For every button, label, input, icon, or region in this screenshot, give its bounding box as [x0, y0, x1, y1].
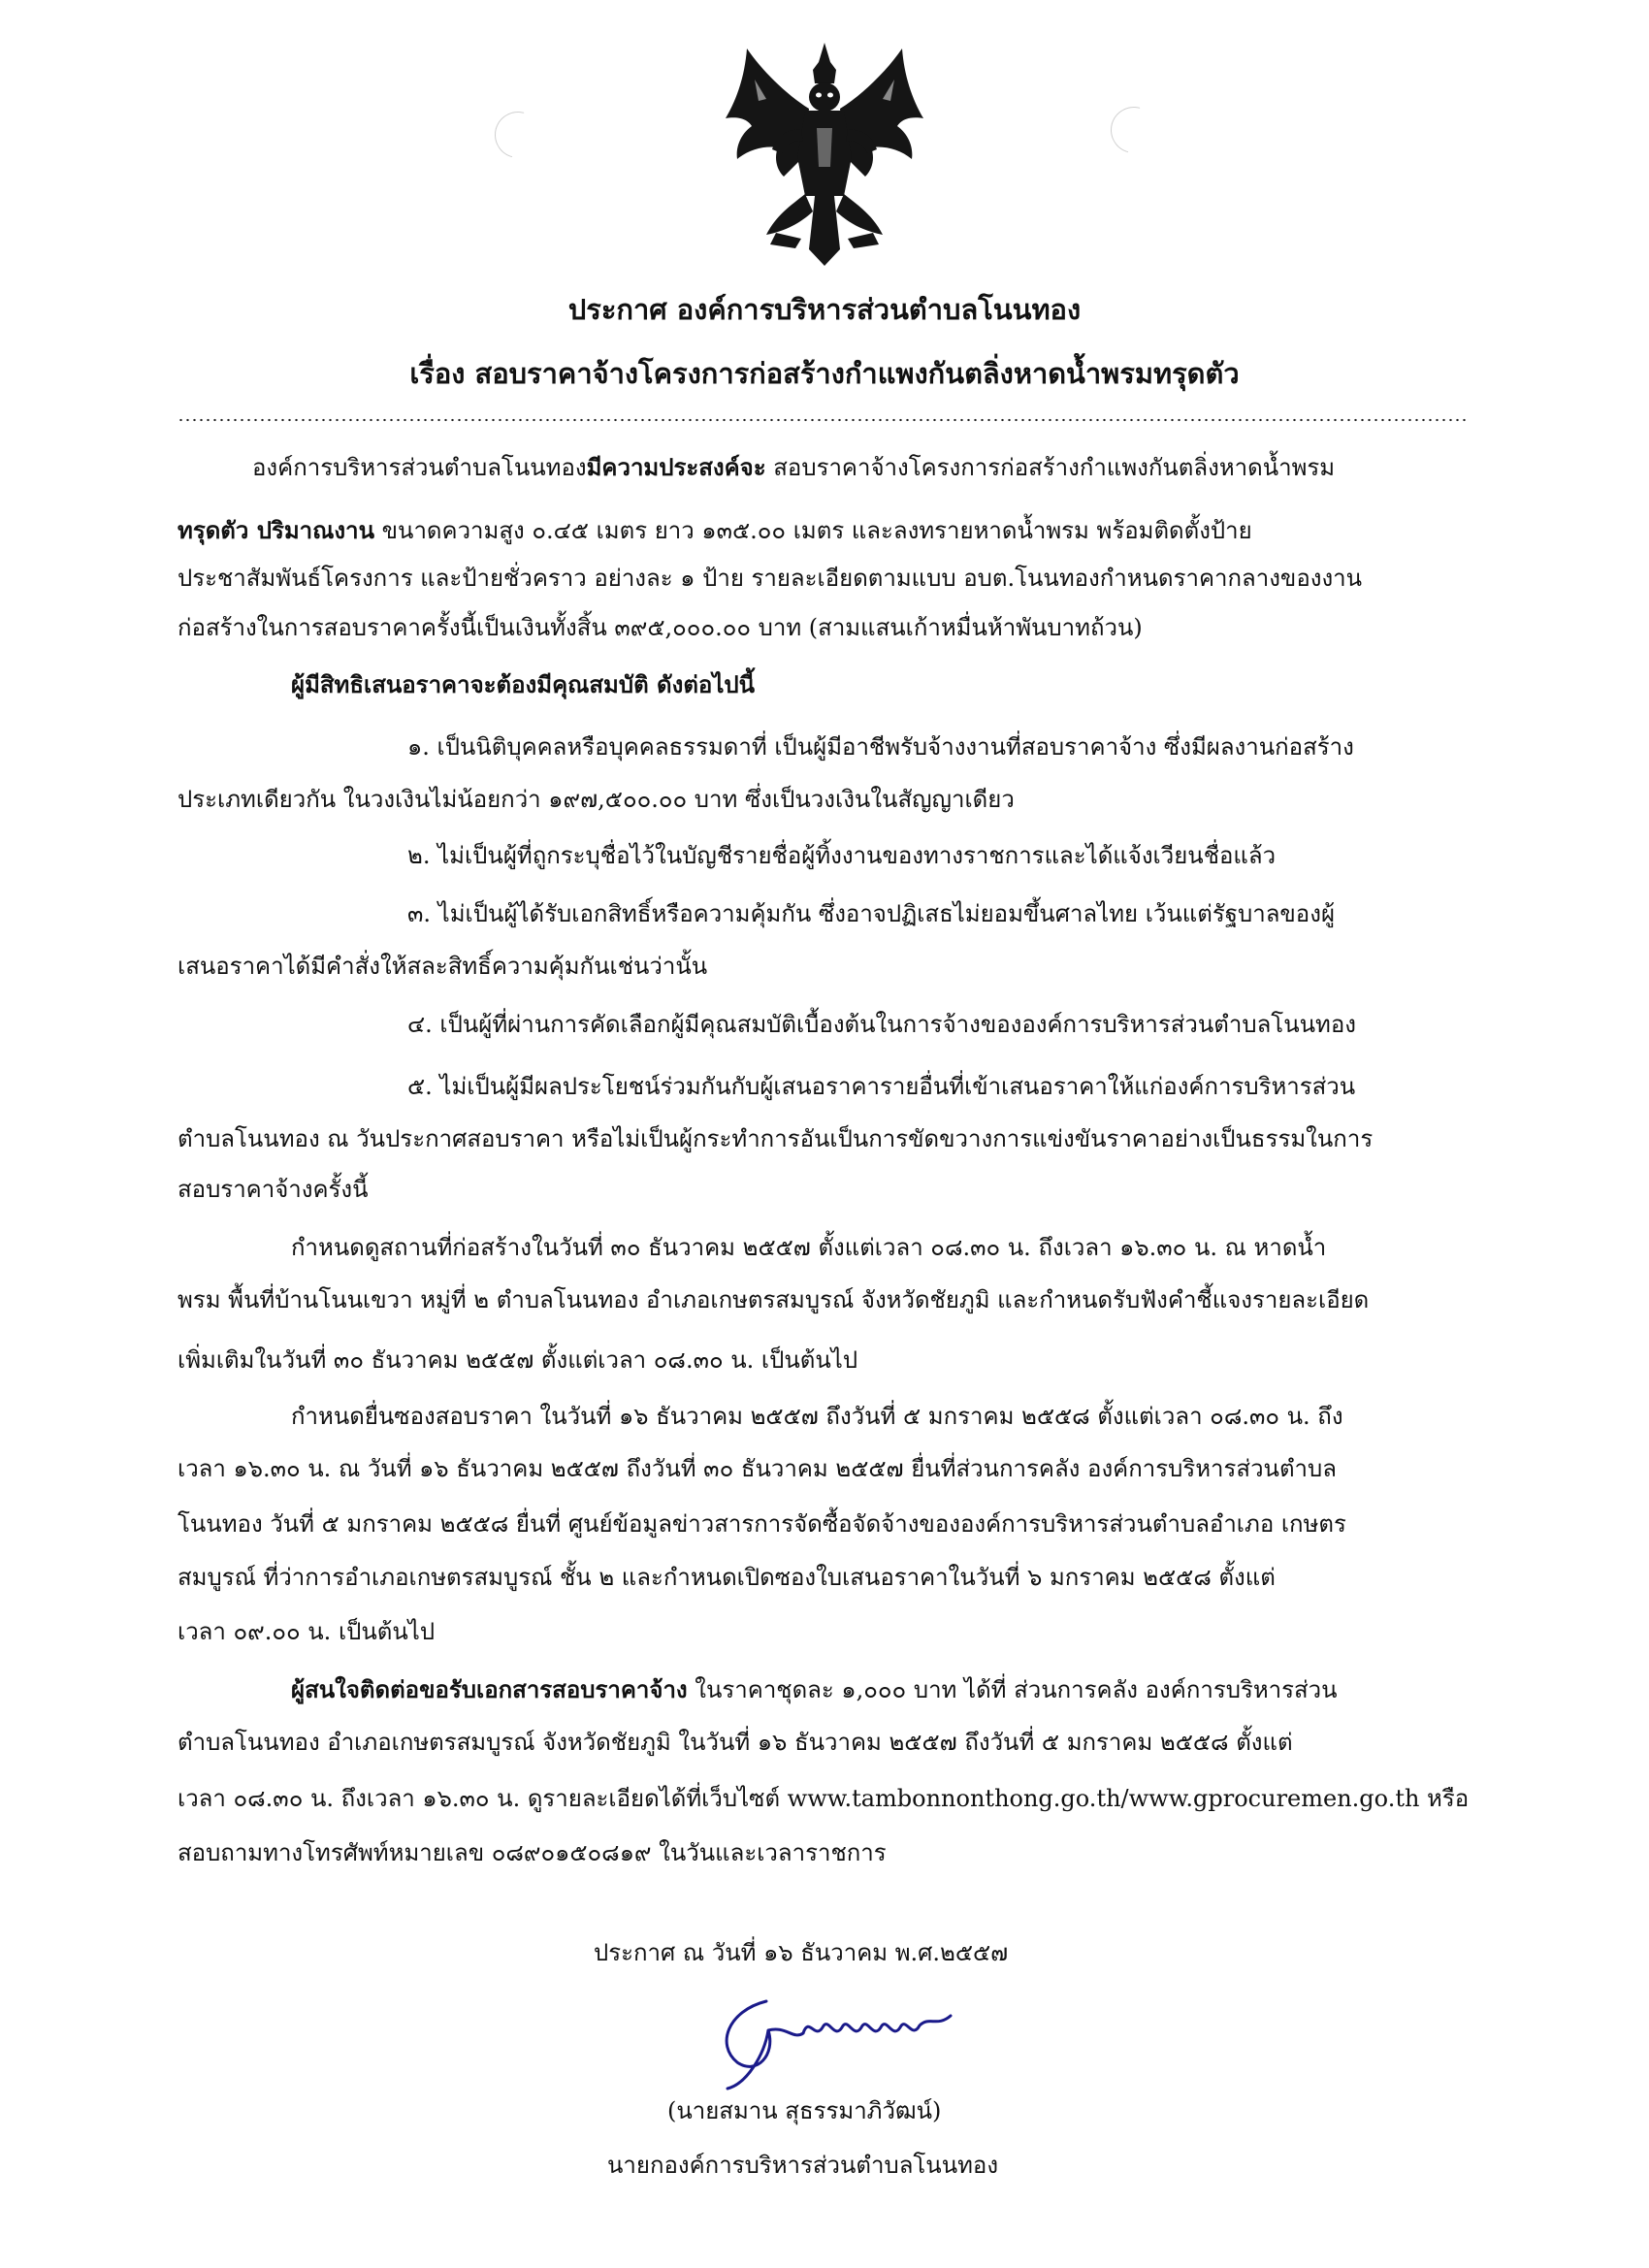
body-line: ประเภทเดียวกัน ในวงเงินไม่น้อยกว่า ๑๙๗,๕๐๐.๐๐ บาท ซึ่งเป็นวงเงินในสัญญาเดียว — [178, 786, 1015, 813]
body-line: โนนทอง วันที่ ๕ มกราคม ๒๕๕๘ ยื่นที่ ศูนย์ข้อมูลข่าวสารการจัดซื้อจัดจ้างขององค์การบริหารส่วนตำบลอำเภอ เกษตร — [178, 1510, 1346, 1538]
garuda-emblem-icon — [708, 41, 941, 274]
body-line: เวลา ๑๖.๓๐ น. ณ วันที่ ๑๖ ธันวาคม ๒๕๕๗ ถึงวันที่ ๓๐ ธันวาคม ๒๕๕๗ ยื่นที่ส่วนการคลัง องค์การบริหารส่วนตำบล — [178, 1455, 1337, 1482]
body-line: ประชาสัมพันธ์โครงการ และป้ายชั่วคราว อย่างละ ๑ ป้าย รายละเอียดตามแบบ อบต.โนนทองกำหนดราคากลางของงาน — [178, 565, 1363, 592]
body-line: เพิ่มเติมในวันที่ ๓๐ ธันวาคม ๒๕๕๗ ตั้งแต่เวลา ๐๘.๓๐ น. เป็นต้นไป — [178, 1346, 858, 1374]
body-text: สอบราคาจ้างโครงการก่อสร้างกำแพงกันตลิ่งหาดน้ำพรม — [765, 454, 1336, 481]
qualification-item: ๔. เป็นผู้ที่ผ่านการคัดเลือกผู้มีคุณสมบัติเบื้องต้นในการจ้างขององค์การบริหารส่วนตำบลโนนทอง — [407, 1011, 1356, 1038]
signer-name: (นายสมาน สุธรรมาภิวัฒน์) — [667, 2097, 942, 2124]
body-line: ตำบลโนนทอง อำเภอเกษตรสมบูรณ์ จังหวัดชัยภูมิ ในวันที่ ๑๖ ธันวาคม ๒๕๕๗ ถึงวันที่ ๕ มกราคม ๒๕๕๘ ตั้งแต่ — [178, 1729, 1293, 1756]
announcement-subject: เรื่อง สอบราคาจ้างโครงการก่อสร้างกำแพงกันตลิ่งหาดน้ำพรมทรุดตัว — [409, 357, 1240, 390]
dotted-divider — [178, 417, 1468, 423]
body-line: ก่อสร้างในการสอบราคาครั้งนี้เป็นเงินทั้งสิ้น ๓๙๕,๐๐๐.๐๐ บาท (สามแสนเก้าหมื่นห้าพันบาทถ้วน) — [178, 614, 1143, 641]
body-line — [291, 1674, 1338, 1705]
body-text-bold: ผู้สนใจติดต่อขอรับเอกสารสอบราคาจ้าง — [291, 1675, 688, 1703]
body-text: ขนาดความสูง ๐.๔๕ เมตร ยาว ๑๓๕.๐๐ เมตร และลงทรายหาดน้ำพรม พร้อมติดตั้งป้าย — [374, 517, 1252, 544]
body-text-bold: มีความประสงค์จะ — [586, 453, 766, 481]
body-line: สอบถามทางโทรศัพท์หมายเลข ๐๘๙๐๑๕๐๘๑๙ ในวันและเวลาราชการ — [178, 1839, 887, 1866]
body-text: องค์การบริหารส่วนตำบลโนนทอง — [252, 454, 587, 481]
body-line: เวลา ๐๘.๓๐ น. ถึงเวลา ๑๖.๓๐ น. ดูรายละเอียดได้ที่เว็บไซต์ www.tambonnonthong.go.th/www.gprocuremen.go.th หรือ — [178, 1785, 1470, 1812]
qualification-item: ๓. ไม่เป็นผู้ได้รับเอกสิทธิ์หรือความคุ้มกัน ซึ่งอาจปฏิเสธไม่ยอมขึ้นศาลไทย เว้นแต่รัฐบาลของผู้ — [407, 900, 1336, 927]
body-text: ในราคาชุดละ ๑,๐๐๐ บาท ได้ที่ ส่วนการคลัง องค์การบริหารส่วน — [687, 1676, 1338, 1703]
body-line: กำหนดยื่นซองสอบราคา ในวันที่ ๑๖ ธันวาคม ๒๕๕๗ ถึงวันที่ ๕ มกราคม ๒๕๕๘ ตั้งแต่เวลา ๐๘.๓๐ น. ถึง — [291, 1403, 1343, 1430]
qualification-item: ๑. เป็นนิติบุคคลหรือบุคคลธรรมดาที่ เป็นผู้มีอาชีพรับจ้างงานที่สอบราคาจ้าง ซึ่งมีผลงานก่อสร้าง — [407, 733, 1354, 761]
announcement-title: ประกาศ องค์การบริหารส่วนตำบลโนนทอง — [567, 293, 1082, 326]
punch-hole-mark — [486, 103, 550, 167]
signer-title: นายกองค์การบริหารส่วนตำบลโนนทอง — [607, 2152, 999, 2179]
handwritten-signature — [708, 1987, 989, 2093]
qualification-item: ๒. ไม่เป็นผู้ที่ถูกระบุชื่อไว้ในบัญชีรายชื่อผู้ทิ้งงานของทางราชการและได้แจ้งเวียนชื่อแล้ว — [407, 842, 1277, 869]
body-line: สอบราคาจ้างครั้งนี้ — [178, 1176, 369, 1203]
body-line: เสนอราคาได้มีคำสั่งให้สละสิทธิ์ความคุ้มกันเช่นว่านั้น — [178, 953, 708, 980]
body-text-bold: ทรุดตัว ปริมาณงาน — [178, 516, 375, 544]
body-line — [252, 452, 1335, 483]
qualifications-heading: ผู้มีสิทธิเสนอราคาจะต้องมีคุณสมบัติ ดังต่อไปนี้ — [291, 670, 756, 698]
punch-hole-mark — [1102, 98, 1166, 162]
announcement-date: ประกาศ ณ วันที่ ๑๖ ธันวาคม พ.ศ.๒๕๕๗ — [594, 1939, 1009, 1966]
body-line: กำหนดดูสถานที่ก่อสร้างในวันที่ ๓๐ ธันวาคม ๒๕๕๗ ตั้งแต่เวลา ๐๘.๓๐ น. ถึงเวลา ๑๖.๓๐ น. ณ หาดน้ำ — [291, 1234, 1327, 1261]
body-line: พรม พื้นที่บ้านโนนเขวา หมู่ที่ ๒ ตำบลโนนทอง อำเภอเกษตรสมบูรณ์ จังหวัดชัยภูมิ และกำหนดรับฟังคำชี้แจงรายละเอียด — [178, 1286, 1370, 1313]
body-line: เวลา ๐๙.๐๐ น. เป็นต้นไป — [178, 1618, 436, 1645]
body-line: ตำบลโนนทอง ณ วันประกาศสอบราคา หรือไม่เป็นผู้กระทำการอันเป็นการขัดขวางการแข่งขันราคาอย่างเป็นธรรมในการ — [178, 1125, 1374, 1152]
qualification-item: ๕. ไม่เป็นผู้มีผลประโยชน์ร่วมกันกับผู้เสนอราคารายอื่นที่เข้าเสนอราคาให้แก่องค์การบริหารส่วน — [407, 1073, 1356, 1100]
body-line — [178, 515, 1252, 546]
body-line: สมบูรณ์ ที่ว่าการอำเภอเกษตรสมบูรณ์ ชั้น ๒ และกำหนดเปิดซองใบเสนอราคาในวันที่ ๖ มกราคม ๒๕๕๘ ตั้งแต่ — [178, 1564, 1276, 1591]
